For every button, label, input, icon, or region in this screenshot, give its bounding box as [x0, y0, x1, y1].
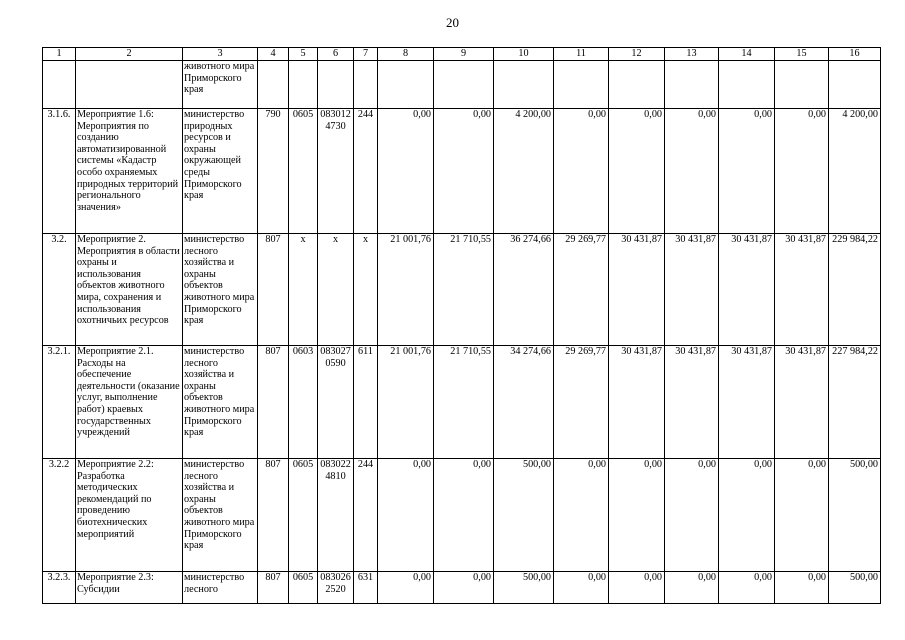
- row-number: 3.2.: [43, 234, 76, 346]
- column-header-6: 6: [318, 48, 354, 61]
- target-article-code: [318, 346, 354, 459]
- value-col-16: 500,00: [829, 459, 881, 572]
- value-col-11: 0,00: [554, 459, 609, 572]
- value-col-9: 0,00: [434, 572, 494, 604]
- value-col-13: [665, 61, 719, 109]
- column-header-14: 14: [719, 48, 775, 61]
- value-col-12: 0,00: [609, 572, 665, 604]
- grbs-code: 807: [258, 459, 289, 572]
- value-col-15: 0,00: [775, 109, 829, 234]
- value-col-16: [829, 61, 881, 109]
- value-col-9: 0,00: [434, 459, 494, 572]
- value-col-12: [609, 61, 665, 109]
- target-article-code-part-1: x: [332, 234, 339, 245]
- section-code: 0605: [289, 459, 318, 572]
- row-number: [43, 61, 76, 109]
- value-col-10: 36 274,66: [494, 234, 554, 346]
- value-col-10: 34 274,66: [494, 346, 554, 459]
- target-article-code: [318, 459, 354, 572]
- value-col-10: 500,00: [494, 572, 554, 604]
- column-header-15: 15: [775, 48, 829, 61]
- target-article-code-part-1: 083012: [320, 109, 351, 120]
- responsible-agency: министерство лесного хозяйства и охраны объектов животного мира Приморского края: [183, 459, 258, 572]
- measure-name: Мероприятие 2.1. Расходы на обеспечение деятельности (оказание услуг, выполнение работ) краевых государственных учреждений: [76, 346, 183, 459]
- column-header-10: 10: [494, 48, 554, 61]
- section-code: x: [289, 234, 318, 346]
- responsible-agency: министерство природных ресурсов и охраны окружающей среды Приморского края: [183, 109, 258, 234]
- value-col-15: [775, 61, 829, 109]
- value-col-8: 21 001,76: [378, 346, 434, 459]
- expense-type-code: 244: [354, 109, 378, 234]
- measure-name: Мероприятие 2.2: Разработка методических рекомендаций по проведению биотехнических мероприятий: [76, 459, 183, 572]
- value-col-12: 0,00: [609, 109, 665, 234]
- column-header-2: 2: [76, 48, 183, 61]
- target-article-code-part-1: 083027: [320, 346, 351, 357]
- column-header-8: 8: [378, 48, 434, 61]
- column-header-1: 1: [43, 48, 76, 61]
- section-code: [289, 61, 318, 109]
- value-col-13: 0,00: [665, 459, 719, 572]
- value-col-12: 30 431,87: [609, 346, 665, 459]
- section-code: 0605: [289, 109, 318, 234]
- row-number: 3.1.6.: [43, 109, 76, 234]
- value-col-14: 30 431,87: [719, 346, 775, 459]
- section-code: 0605: [289, 572, 318, 604]
- value-col-13: 0,00: [665, 109, 719, 234]
- grbs-code: 807: [258, 234, 289, 346]
- page-number: 20: [446, 15, 459, 30]
- column-header-5: 5: [289, 48, 318, 61]
- expense-type-code: x: [354, 234, 378, 346]
- row-number: 3.2.2: [43, 459, 76, 572]
- row-number: 3.2.1.: [43, 346, 76, 459]
- table-row: [43, 572, 881, 604]
- value-col-9: [434, 61, 494, 109]
- value-col-13: 30 431,87: [665, 346, 719, 459]
- table-row: [43, 459, 881, 572]
- value-col-10: 500,00: [494, 459, 554, 572]
- value-col-11: 29 269,77: [554, 234, 609, 346]
- row-number: 3.2.3.: [43, 572, 76, 604]
- value-col-11: 0,00: [554, 572, 609, 604]
- column-header-4: 4: [258, 48, 289, 61]
- table-row: [43, 61, 881, 109]
- value-col-8: 0,00: [378, 572, 434, 604]
- column-header-7: 7: [354, 48, 378, 61]
- target-article-code-part-1: 083026: [320, 572, 351, 583]
- target-article-code: [318, 572, 354, 604]
- value-col-11: 29 269,77: [554, 346, 609, 459]
- measure-name: Мероприятие 2. Мероприятия в области охраны и использования объектов животного мира, сохранения и использования охотничьих ресурсов: [76, 234, 183, 346]
- value-col-15: 0,00: [775, 459, 829, 572]
- value-col-9: 0,00: [434, 109, 494, 234]
- header-row: [43, 48, 881, 61]
- target-article-code-part-1: 083022: [320, 459, 351, 470]
- table-row: [43, 234, 881, 346]
- value-col-8: 0,00: [378, 109, 434, 234]
- value-col-16: 229 984,22: [829, 234, 881, 346]
- responsible-agency: животного мира Приморского края: [183, 61, 258, 109]
- table-row: [43, 346, 881, 459]
- expense-type-code: [354, 61, 378, 109]
- target-article-code: [318, 234, 354, 346]
- target-article-code-part-2: 2520: [325, 583, 346, 595]
- grbs-code: 807: [258, 572, 289, 604]
- grbs-code: 790: [258, 109, 289, 234]
- value-col-13: 30 431,87: [665, 234, 719, 346]
- target-article-code: [318, 109, 354, 234]
- measure-name: [76, 61, 183, 109]
- column-header-16: 16: [829, 48, 881, 61]
- target-article-code-part-2: 4810: [325, 470, 346, 482]
- value-col-14: 0,00: [719, 459, 775, 572]
- value-col-8: 0,00: [378, 459, 434, 572]
- column-header-11: 11: [554, 48, 609, 61]
- value-col-15: 30 431,87: [775, 346, 829, 459]
- expense-type-code: 611: [354, 346, 378, 459]
- value-col-9: 21 710,55: [434, 234, 494, 346]
- value-col-8: 21 001,76: [378, 234, 434, 346]
- value-col-11: [554, 61, 609, 109]
- value-col-15: 30 431,87: [775, 234, 829, 346]
- expense-type-code: 631: [354, 572, 378, 604]
- value-col-15: 0,00: [775, 572, 829, 604]
- value-col-12: 0,00: [609, 459, 665, 572]
- value-col-14: 0,00: [719, 572, 775, 604]
- value-col-16: 4 200,00: [829, 109, 881, 234]
- column-header-3: 3: [183, 48, 258, 61]
- value-col-12: 30 431,87: [609, 234, 665, 346]
- responsible-agency: министерство лесного хозяйства и охраны объектов животного мира Приморского края: [183, 234, 258, 346]
- grbs-code: 807: [258, 346, 289, 459]
- value-col-10: [494, 61, 554, 109]
- value-col-13: 0,00: [665, 572, 719, 604]
- target-article-code-part-2: 4730: [325, 120, 346, 132]
- table-row: [43, 109, 881, 234]
- grbs-code: [258, 61, 289, 109]
- value-col-9: 21 710,55: [434, 346, 494, 459]
- value-col-14: 0,00: [719, 109, 775, 234]
- column-header-12: 12: [609, 48, 665, 61]
- measure-name: Мероприятие 2.3: Субсидии: [76, 572, 183, 604]
- responsible-agency: министерство лесного: [183, 572, 258, 604]
- column-header-9: 9: [434, 48, 494, 61]
- responsible-agency: министерство лесного хозяйства и охраны объектов животного мира Приморского края: [183, 346, 258, 459]
- column-header-13: 13: [665, 48, 719, 61]
- target-article-code-part-2: 0590: [325, 357, 346, 369]
- value-col-14: [719, 61, 775, 109]
- target-article-code: [318, 61, 354, 109]
- value-col-16: 500,00: [829, 572, 881, 604]
- value-col-11: 0,00: [554, 109, 609, 234]
- value-col-8: [378, 61, 434, 109]
- value-col-14: 30 431,87: [719, 234, 775, 346]
- value-col-16: 227 984,22: [829, 346, 881, 459]
- budget-table: [42, 47, 881, 604]
- section-code: 0603: [289, 346, 318, 459]
- expense-type-code: 244: [354, 459, 378, 572]
- value-col-10: 4 200,00: [494, 109, 554, 234]
- measure-name: Мероприятие 1.6: Мероприятия по созданию автоматизированной системы «Кадастр особо охраняемых природных территорий регионального значения»: [76, 109, 183, 234]
